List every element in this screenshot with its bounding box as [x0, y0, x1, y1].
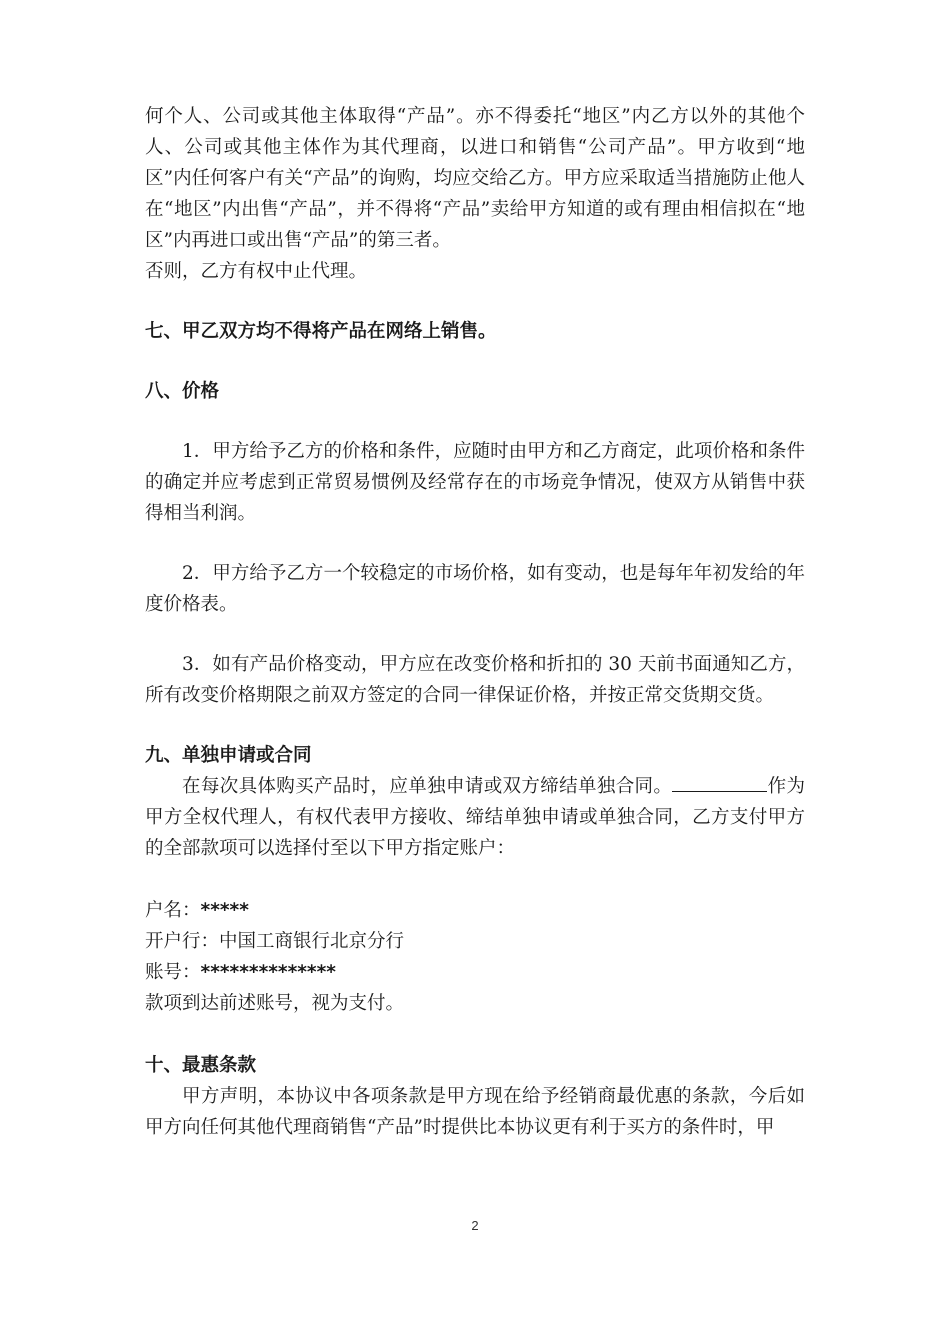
section-10-body: 甲方声明，本协议中各项条款是甲方现在给予经销商最优惠的条款，今后如甲方向任何其他代理商销售“产品”时提供比本协议更有利于买方的条件时，甲 — [145, 1086, 805, 1138]
account-number-line — [145, 957, 805, 988]
section-10-heading: 十、最惠条款 — [145, 1055, 257, 1076]
continuation-paragraph: 何个人、公司或其他主体取得“产品”。亦不得委托“地区”内乙方以外的其他个人、公司或其他主体作为其代理商，以进口和销售“公司产品”。甲方收到“地区”内任何客户有关“产品”的询购，均应交给乙方。甲方应采取适当措施防止他人在“地区”内出售“产品”，并不得将“产品”卖给甲方知道的或有理由相信拟在“地区”内再进口或出售“产品”的第三者。 — [145, 106, 805, 251]
account-name-line — [145, 895, 805, 926]
payment-note: 款项到达前述账号，视为支付。 — [145, 993, 405, 1014]
account-number-label: 账号： — [145, 962, 201, 983]
bank-line — [145, 926, 805, 957]
section-9-body-after-blank: 作为甲方全权代理人，有权代表甲方接收、缔结单独申请或单独合同，乙方支付甲方的全部款项可以选择付至以下甲方指定账户： — [145, 776, 805, 859]
spacer — [145, 529, 805, 558]
spacer — [145, 347, 805, 376]
document-body — [145, 101, 805, 1143]
section-8-heading: 八、价格 — [145, 381, 220, 402]
spacer — [145, 1019, 805, 1050]
section-7-heading: 七、甲乙双方均不得将产品在网络上销售。 — [145, 321, 497, 342]
bank-label: 开户行： — [145, 931, 220, 952]
spacer — [145, 407, 805, 436]
page-number: 2 — [471, 1218, 479, 1233]
account-name-value: ***** — [200, 900, 249, 921]
continuation-tail: 否则，乙方有权中止代理。 — [145, 261, 368, 282]
section-8-item-1: 1．甲方给予乙方的价格和条件，应随时由甲方和乙方商定，此项价格和条件的确定并应考虑到正常贸易惯例及经常存在的市场竞争情况，使双方从销售中获得相当利润。 — [145, 441, 805, 524]
account-number-value: ************** — [200, 962, 336, 983]
section-9-body — [145, 771, 805, 864]
section-9-heading: 九、单独申请或合同 — [145, 745, 312, 766]
bank-value: 中国工商银行北京分行 — [219, 931, 405, 952]
spacer — [145, 711, 805, 740]
spacer — [145, 620, 805, 649]
section-8-item-3: 3．如有产品价格变动，甲方应在改变价格和折扣的 30 天前书面通知乙方，所有改变价格期限之前双方签定的合同一律保证价格，并按正常交货期交货。 — [145, 654, 805, 706]
spacer — [145, 864, 805, 895]
account-name-label: 户名： — [145, 900, 201, 921]
agent-name-blank — [672, 773, 767, 792]
section-8-item-2: 2．甲方给予乙方一个较稳定的市场价格，如有变动，也是每年年初发给的年度价格表。 — [145, 563, 805, 615]
spacer — [145, 287, 805, 316]
section-9-body-before-blank: 在每次具体购买产品时，应单独申请或双方缔结单独合同。 — [182, 776, 673, 797]
